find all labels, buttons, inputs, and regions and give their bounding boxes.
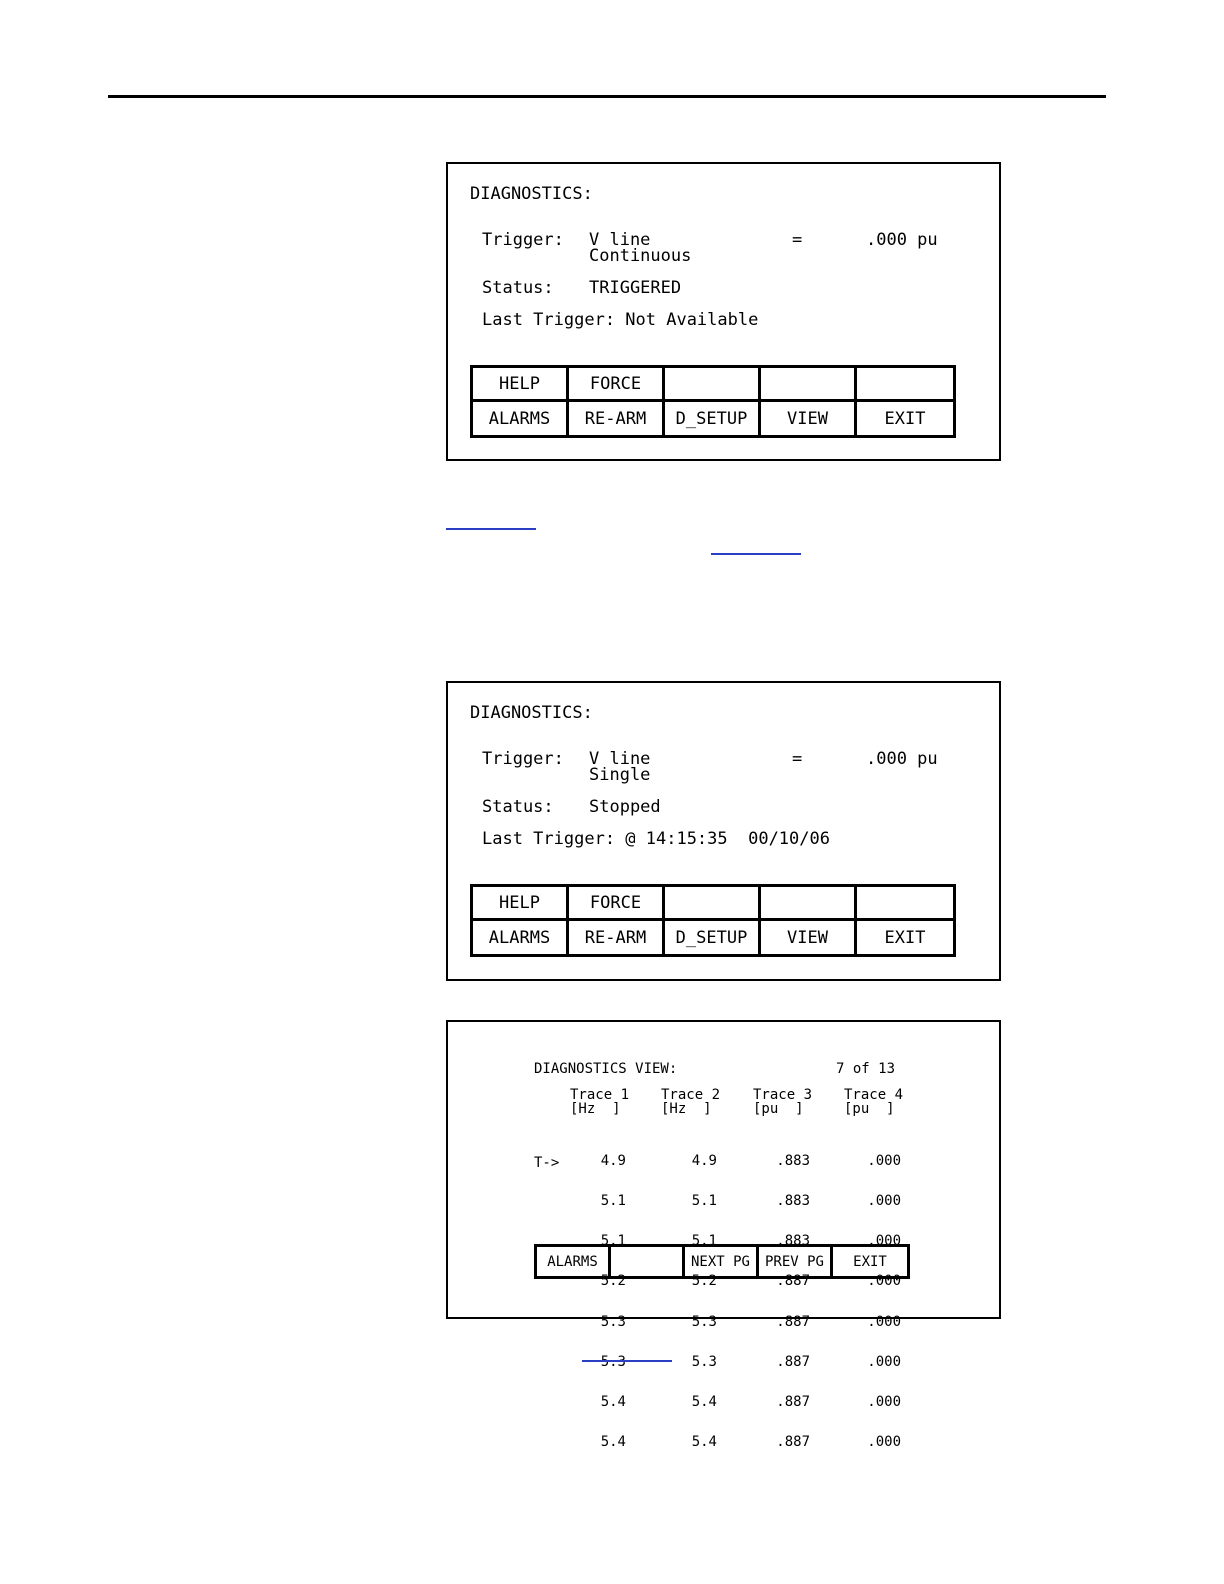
alarms-key[interactable]: ALARMS bbox=[537, 1247, 611, 1276]
trace-value: .000 bbox=[867, 1273, 901, 1290]
exit-key[interactable]: EXIT bbox=[884, 927, 926, 948]
trace-4-name: Trace 4 bbox=[844, 1087, 904, 1103]
trace-value: .000 bbox=[867, 1353, 901, 1370]
trace-3-name: Trace 3 bbox=[753, 1087, 813, 1103]
trigger-signal: V line bbox=[589, 749, 651, 769]
diagnostics-screen-single bbox=[446, 681, 1001, 981]
trace-value: .887 bbox=[776, 1273, 810, 1290]
next-page-key[interactable]: NEXT PG bbox=[685, 1247, 759, 1276]
view-softkey-panel bbox=[534, 1244, 910, 1279]
last-trigger: Last Trigger: Not Available bbox=[482, 310, 759, 330]
trace-value: .000 bbox=[867, 1313, 901, 1330]
blank-key[interactable] bbox=[611, 1247, 685, 1276]
trace-1-values bbox=[586, 1128, 626, 1477]
trace-value: .883 bbox=[776, 1193, 810, 1210]
trace-value: .887 bbox=[776, 1313, 810, 1330]
re-arm-key[interactable]: RE-ARM bbox=[569, 402, 665, 435]
trace-3-values bbox=[760, 1128, 810, 1477]
trace-value: 5.4 bbox=[691, 1394, 717, 1411]
hyperlink-underline[interactable] bbox=[446, 528, 536, 530]
trigger-value: .000 pu bbox=[866, 749, 938, 769]
trace-value: 5.1 bbox=[600, 1193, 626, 1210]
trigger-label: Trigger: bbox=[482, 749, 564, 769]
blank-key[interactable] bbox=[665, 368, 761, 402]
diagnostics-screen-continuous bbox=[446, 162, 1001, 461]
force-key[interactable]: FORCE bbox=[569, 887, 665, 921]
trace-value: 4.9 bbox=[600, 1152, 626, 1169]
trigger-mode: Single bbox=[589, 765, 651, 785]
alarms-key[interactable]: ALARMS bbox=[473, 402, 569, 435]
trace-value: .000 bbox=[867, 1233, 901, 1250]
trace-value: 5.3 bbox=[691, 1353, 717, 1370]
trigger-mode: Continuous bbox=[589, 246, 692, 266]
trigger-equals: = bbox=[792, 230, 803, 250]
blank-key[interactable] bbox=[761, 887, 857, 921]
trace-value: 5.1 bbox=[600, 1233, 626, 1250]
trace-value: 5.4 bbox=[691, 1434, 717, 1451]
exit-key[interactable]: EXIT bbox=[884, 408, 926, 429]
hyperlink-underline[interactable] bbox=[711, 553, 801, 555]
alarms-key[interactable]: ALARMS bbox=[473, 921, 569, 954]
exit-key[interactable]: EXIT bbox=[853, 1253, 887, 1270]
trace-4-unit: [pu ] bbox=[844, 1101, 895, 1117]
trigger-equals: = bbox=[792, 749, 803, 769]
trace-value: .000 bbox=[867, 1152, 901, 1169]
trace-value: 4.9 bbox=[691, 1152, 717, 1169]
trace-value: .000 bbox=[867, 1394, 901, 1411]
softkey-panel bbox=[470, 884, 956, 957]
help-key[interactable]: HELP bbox=[473, 887, 569, 921]
trigger-signal: V line bbox=[589, 230, 651, 250]
status-value: Stopped bbox=[589, 797, 661, 817]
page-header-rule bbox=[108, 95, 1106, 98]
trace-value: 5.1 bbox=[691, 1193, 717, 1210]
trace-value: 5.3 bbox=[600, 1313, 626, 1330]
blank-key[interactable] bbox=[857, 368, 953, 402]
trace-value: .887 bbox=[776, 1353, 810, 1370]
trace-value: 5.4 bbox=[600, 1394, 626, 1411]
d-setup-key[interactable]: D_SETUP bbox=[665, 402, 761, 435]
re-arm-key[interactable]: RE-ARM bbox=[569, 921, 665, 954]
blank-key[interactable] bbox=[761, 368, 857, 402]
trace-value: .883 bbox=[776, 1233, 810, 1250]
trace-value: 5.2 bbox=[600, 1273, 626, 1290]
softkey-panel bbox=[470, 365, 956, 438]
trace-value: 5.4 bbox=[600, 1434, 626, 1451]
screen-title: DIAGNOSTICS: bbox=[470, 184, 593, 204]
trigger-marker: T-> bbox=[534, 1155, 560, 1171]
trace-1-unit: [Hz ] bbox=[570, 1101, 621, 1117]
d-setup-key[interactable]: D_SETUP bbox=[665, 921, 761, 954]
hyperlink-underline[interactable] bbox=[582, 1360, 672, 1362]
trigger-label: Trigger: bbox=[482, 230, 564, 250]
status-label: Status: bbox=[482, 278, 554, 298]
trace-4-values bbox=[851, 1128, 901, 1477]
force-key[interactable]: FORCE bbox=[569, 368, 665, 402]
trigger-value: .000 pu bbox=[866, 230, 938, 250]
diagnostics-view-screen bbox=[446, 1020, 1001, 1451]
trace-1-name: Trace 1 bbox=[570, 1087, 630, 1103]
trace-2-unit: [Hz ] bbox=[661, 1101, 712, 1117]
trace-value: 5.3 bbox=[691, 1313, 717, 1330]
status-value: TRIGGERED bbox=[589, 278, 682, 298]
blank-key[interactable] bbox=[665, 887, 761, 921]
prev-page-key[interactable]: PREV PG bbox=[759, 1247, 833, 1276]
trace-2-name: Trace 2 bbox=[661, 1087, 721, 1103]
trace-value: 5.2 bbox=[691, 1273, 717, 1290]
trace-value: .000 bbox=[867, 1434, 901, 1451]
trace-value: .887 bbox=[776, 1394, 810, 1411]
trace-value: .887 bbox=[776, 1434, 810, 1451]
trace-value: .000 bbox=[867, 1193, 901, 1210]
status-label: Status: bbox=[482, 797, 554, 817]
page-indicator: 7 of 13 bbox=[836, 1061, 896, 1077]
view-key[interactable]: VIEW bbox=[761, 921, 857, 954]
trace-value bbox=[586, 1356, 626, 1369]
help-key[interactable]: HELP bbox=[473, 368, 569, 402]
trace-value: 5.1 bbox=[691, 1233, 717, 1250]
trace-2-values bbox=[677, 1128, 717, 1477]
last-trigger: Last Trigger: @ 14:15:35 00/10/06 bbox=[482, 829, 830, 849]
trace-3-unit: [pu ] bbox=[753, 1101, 804, 1117]
blank-key[interactable] bbox=[857, 887, 953, 921]
screen-title: DIAGNOSTICS: bbox=[470, 703, 593, 723]
view-key[interactable]: VIEW bbox=[761, 402, 857, 435]
view-title: DIAGNOSTICS VIEW: bbox=[534, 1061, 678, 1077]
trace-value: .883 bbox=[776, 1152, 810, 1169]
